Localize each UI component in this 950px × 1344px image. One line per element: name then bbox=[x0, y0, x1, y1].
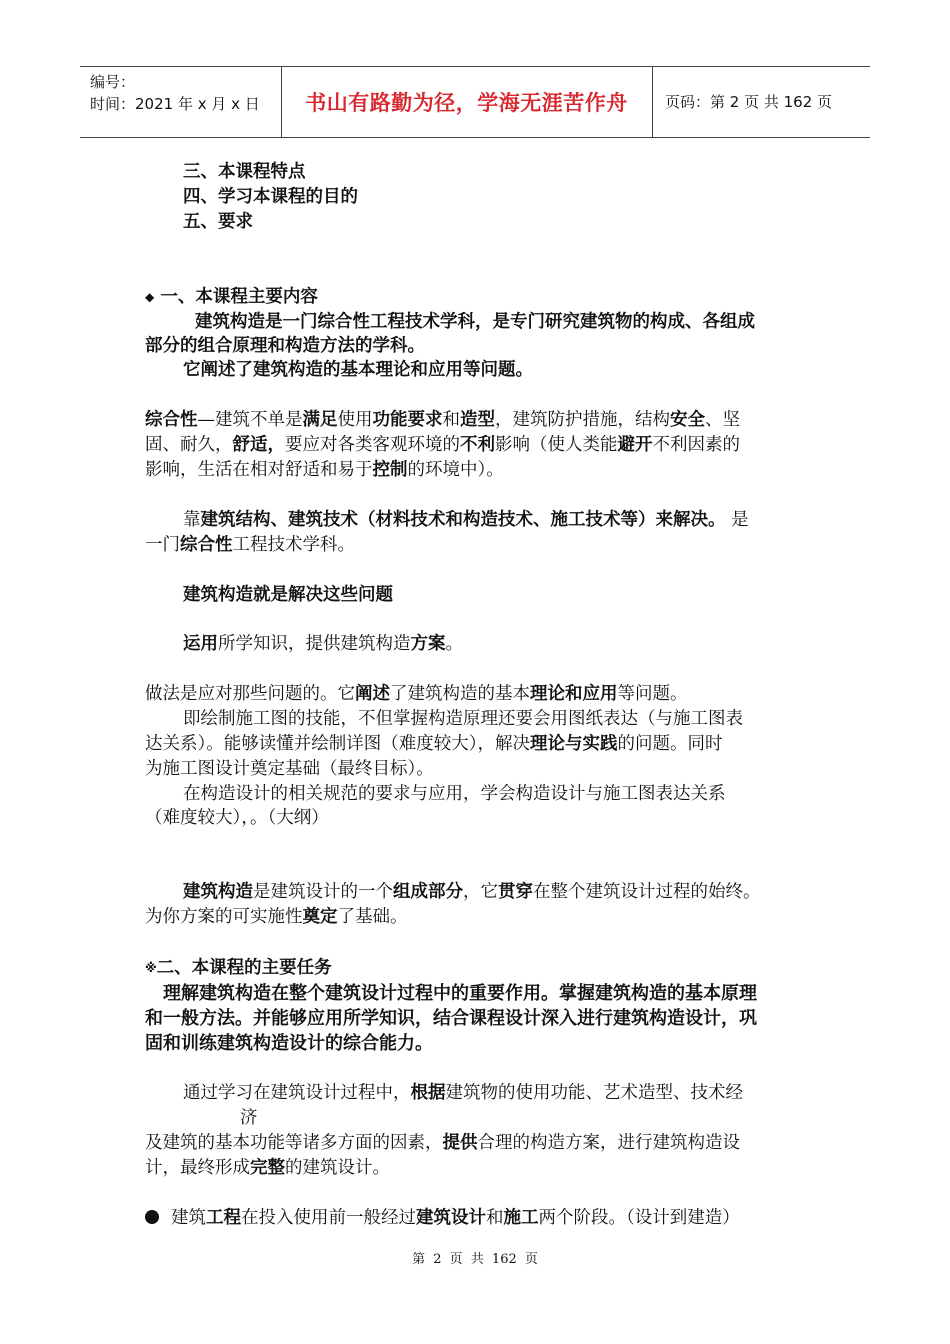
text-run: 在投入使用前一般经过 bbox=[241, 1208, 416, 1228]
bold-term: 阐述 bbox=[355, 684, 390, 704]
paragraph-line bbox=[183, 880, 761, 904]
paragraph-line bbox=[145, 433, 740, 457]
paragraph-line bbox=[145, 533, 355, 557]
bullet-line bbox=[145, 1206, 740, 1230]
bold-term: 安全 bbox=[670, 410, 705, 430]
bold-term: 理论和应用 bbox=[530, 684, 618, 704]
text-run: 的环境中）。 bbox=[407, 460, 504, 480]
bold-term: 综合性 bbox=[145, 410, 198, 430]
text-run: —建筑不单是 bbox=[197, 410, 303, 430]
paragraph-line: 为施工图设计奠定基础（最终目标）。 bbox=[145, 759, 434, 779]
section-heading-text: 一、本课程主要内容 bbox=[160, 287, 318, 307]
text-run: 的建筑设计。 bbox=[285, 1158, 390, 1178]
text-run: 工程技术学科。 bbox=[232, 535, 355, 555]
text-run: 和 bbox=[442, 410, 460, 430]
header-motto: 书山有路勤为径，学海无涯苦作舟 bbox=[305, 91, 628, 115]
bold-term: 控制 bbox=[372, 460, 408, 480]
reference-mark-icon: ※ bbox=[145, 961, 157, 975]
text-run: ，建筑防护措施，结构 bbox=[495, 410, 670, 430]
bold-term: 组成部分 bbox=[393, 882, 463, 902]
paragraph-line bbox=[145, 1131, 740, 1155]
paragraph-line: 在构造设计的相关规范的要求与应用，学会构造设计与施工图表达关系 bbox=[183, 784, 726, 804]
bold-term: 运用 bbox=[183, 634, 218, 654]
paragraph-line bbox=[145, 458, 504, 482]
bold-term: 不利 bbox=[460, 435, 495, 455]
paragraph-line: 即绘制施工图的技能，不但掌握构造原理还要会用图纸表达（与施工图表 bbox=[183, 709, 743, 729]
text-run: 做法是应对那些问题的。它 bbox=[145, 684, 355, 704]
outline-item: 五、要求 bbox=[183, 212, 253, 232]
text-run: 两个阶段。（设计到建造） bbox=[538, 1208, 740, 1228]
paragraph-line bbox=[183, 1081, 743, 1105]
bold-term: 建筑构造 bbox=[183, 882, 253, 902]
text-run: 建筑 bbox=[171, 1208, 206, 1228]
text-run: 达关系）。能够读懂并绘制详图（难度较大），解决 bbox=[145, 734, 530, 754]
bold-term: 舒适， bbox=[232, 435, 285, 455]
page-footer: 第 2 页 共 162 页 bbox=[412, 1252, 538, 1267]
bold-term: 综合性 bbox=[180, 535, 233, 555]
text-run: 影响，生活在相对舒适和易于 bbox=[145, 460, 373, 480]
outline-item: 四、学习本课程的目的 bbox=[183, 187, 358, 207]
outline-item: 三、本课程特点 bbox=[183, 162, 306, 182]
text-run: 使用 bbox=[337, 410, 373, 430]
circle-bullet-icon bbox=[145, 1210, 159, 1224]
paragraph-line: 济 bbox=[240, 1108, 258, 1128]
bold-term: 工程 bbox=[206, 1208, 241, 1228]
bold-term: 提供 bbox=[442, 1133, 478, 1153]
text-run: 合理的构造方案，进行建筑构造设 bbox=[477, 1133, 740, 1153]
page-header bbox=[80, 66, 870, 138]
paragraph-line bbox=[145, 905, 408, 929]
text-run: 靠 bbox=[183, 510, 201, 530]
bold-term: 理论与实践 bbox=[530, 734, 618, 754]
bold-term: 满足 bbox=[302, 410, 338, 430]
bold-term: 方案 bbox=[410, 634, 446, 654]
paragraph-line bbox=[183, 508, 749, 532]
header-date: 时间：2021 年 x 月 x 日 bbox=[90, 95, 260, 113]
paragraph-line bbox=[145, 682, 688, 706]
text-run: 是建筑设计的一个 bbox=[253, 882, 393, 902]
paragraph-line bbox=[183, 632, 463, 656]
bold-term: 完整 bbox=[250, 1158, 285, 1178]
paragraph-line bbox=[145, 1156, 390, 1180]
paragraph-line: 固和训练建筑构造设计的综合能力。 bbox=[145, 1033, 433, 1054]
text-run: ，它 bbox=[463, 882, 498, 902]
text-run: 了基础。 bbox=[337, 907, 408, 927]
bold-term: 造型 bbox=[460, 410, 495, 430]
text-run: 在整个建筑设计过程的始终。 bbox=[533, 882, 761, 902]
paragraph-line: 部分的组合原理和构造方法的学科。 bbox=[145, 336, 425, 356]
paragraph-line bbox=[145, 732, 723, 756]
text-run: 建筑物的使用功能、艺术造型、技术经 bbox=[445, 1083, 743, 1103]
bold-term: 奠定 bbox=[302, 907, 338, 927]
header-code: 编号： bbox=[90, 73, 136, 91]
section-heading-2 bbox=[145, 956, 332, 980]
section-heading-text: 二、本课程的主要任务 bbox=[156, 958, 332, 978]
text-run: 通过学习在建筑设计过程中， bbox=[183, 1083, 411, 1103]
bold-term: 根据 bbox=[410, 1083, 446, 1103]
header-divider bbox=[652, 67, 653, 137]
text-run: 所学知识，提供建筑构造 bbox=[218, 634, 411, 654]
paragraph-line: 建筑构造是一门综合性工程技术学科，是专门研究建筑物的构成、各组成 bbox=[195, 312, 755, 332]
text-run: 一门 bbox=[145, 535, 180, 555]
bold-term: 施工 bbox=[503, 1208, 539, 1228]
diamond-bullet-icon: ◆ bbox=[145, 290, 155, 304]
text-run: 影响（使人类能 bbox=[495, 435, 618, 455]
text-run: 的问题。同时 bbox=[617, 734, 723, 754]
paragraph-line: 理解建筑构造在整个建筑设计过程中的重要作用。掌握建筑构造的基本原理 bbox=[163, 983, 757, 1004]
text-run: 要应对各类客观环境的 bbox=[285, 435, 460, 455]
paragraph-line bbox=[145, 408, 740, 432]
text-run: 不利因素的 bbox=[652, 435, 740, 455]
bold-term: 建筑结构、建筑技术（材料技术和构造技术、施工技术等）来解决。 bbox=[200, 510, 726, 530]
bold-term: 避开 bbox=[617, 435, 653, 455]
paragraph-line: （难度较大），。（大纲） bbox=[145, 808, 329, 828]
bold-term: 贯穿 bbox=[498, 882, 533, 902]
text-run: 是 bbox=[725, 510, 749, 530]
text-run: 及建筑的基本功能等诸多方面的因素， bbox=[145, 1133, 443, 1153]
paragraph-line: 建筑构造就是解决这些问题 bbox=[183, 585, 393, 605]
text-run: 。 bbox=[445, 634, 463, 654]
text-run: 等问题。 bbox=[617, 684, 688, 704]
header-meta bbox=[90, 71, 260, 115]
text-run: 了建筑构造的基本 bbox=[390, 684, 530, 704]
bold-term: 功能要求 bbox=[372, 410, 443, 430]
text-run: 计，最终形成 bbox=[145, 1158, 250, 1178]
section-heading-1 bbox=[145, 285, 318, 309]
paragraph-line: 和一般方法。并能够应用所学知识，结合课程设计深入进行建筑构造设计，巩 bbox=[145, 1008, 757, 1029]
paragraph-line: 它阐述了建筑构造的基本理论和应用等问题。 bbox=[183, 360, 533, 380]
text-run: 固、耐久， bbox=[145, 435, 233, 455]
text-run: 为你方案的可实施性 bbox=[145, 907, 303, 927]
text-run: 、坚 bbox=[705, 410, 740, 430]
header-page-info: 页码：第 2 页 共 162 页 bbox=[665, 93, 833, 111]
bold-term: 建筑设计 bbox=[416, 1208, 486, 1228]
text-run: 和 bbox=[486, 1208, 504, 1228]
